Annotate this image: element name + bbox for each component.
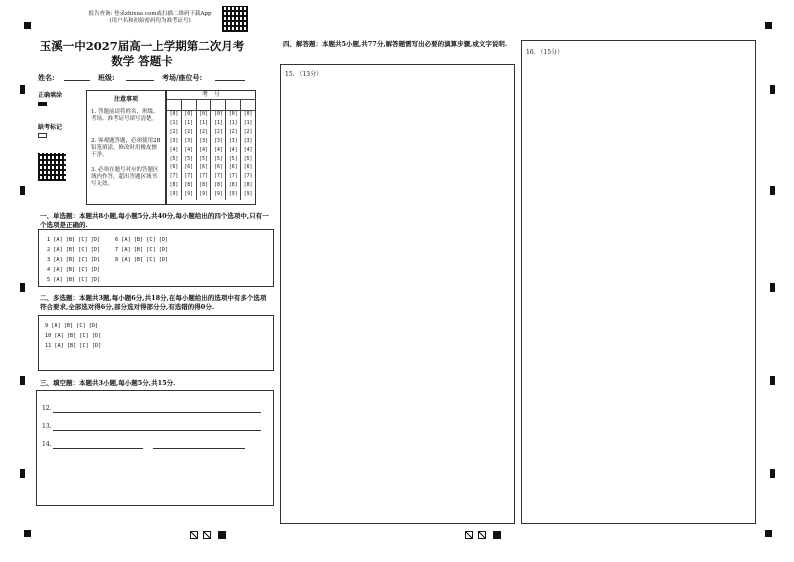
exam-digit-bubble[interactable]: [0] [184, 112, 194, 117]
exam-digit-column [167, 111, 182, 200]
exam-digit-bubble[interactable]: [9] [199, 192, 208, 198]
exam-digit-bubble[interactable]: [5] [214, 156, 223, 162]
exam-number-label: 考 号 [167, 91, 255, 100]
exam-digit-bubble[interactable]: [1] [214, 120, 223, 126]
alignment-mark [24, 530, 31, 537]
exam-digit-bubble[interactable]: [6] [169, 165, 179, 171]
exam-digit-bubble[interactable]: [6] [228, 165, 238, 171]
exam-digit-bubble[interactable]: [1] [228, 120, 238, 126]
timing-mark [20, 469, 25, 478]
exam-digit-bubble[interactable]: [5] [199, 156, 208, 162]
q13-label: 13. [42, 423, 52, 430]
exam-subtitle: 数学 答题卡 [111, 54, 173, 68]
room-seat-label: 考场/座位号: [162, 73, 203, 82]
correct-fill-sample [38, 102, 47, 106]
timing-mark [770, 283, 775, 292]
q14-answer-line-1[interactable] [53, 448, 143, 449]
timing-mark [20, 283, 25, 292]
exam-digit-bubble[interactable]: [4] [243, 147, 253, 153]
exam-digit-column [241, 111, 255, 200]
notice-item-3: 3. 必须在题号对应的答题区域内作答，超出答题区域书写无效。 [91, 167, 159, 187]
exam-digit-column [226, 111, 241, 200]
exam-digit-bubble[interactable]: [0] [214, 112, 223, 117]
exam-digit-bubble[interactable]: [9] [243, 192, 253, 198]
exam-digit-column [197, 111, 212, 200]
choice-row[interactable]: 3 [A] [B] [C] [D] [47, 257, 101, 263]
class-label: 班级: [98, 73, 115, 82]
timing-mark [770, 376, 775, 385]
choice-row[interactable]: 2 [A] [B] [C] [D] [47, 247, 101, 253]
choice-row[interactable]: 8 [A] [B] [C] [D] [115, 257, 169, 263]
q15-answer-box[interactable] [280, 64, 515, 524]
notice-title: 注意事项 [113, 96, 138, 103]
exam-digit-bubble[interactable]: [8] [169, 183, 179, 189]
exam-digit-bubble[interactable]: [4] [228, 147, 238, 153]
choice-row[interactable]: 5 [A] [B] [C] [D] [47, 277, 101, 283]
choice-row[interactable]: 6 [A] [B] [C] [D] [115, 237, 169, 243]
exam-digit-bubble[interactable]: [4] [214, 147, 223, 153]
exam-digit-bubble[interactable]: [0] [228, 112, 238, 117]
exam-digit-bubble[interactable]: [5] [228, 156, 238, 162]
page-mark [493, 531, 501, 539]
exam-digit-bubble[interactable]: [7] [214, 174, 223, 180]
q16-answer-box[interactable] [521, 40, 756, 524]
exam-digit-bubble[interactable]: [1] [243, 120, 253, 126]
page-mark [218, 531, 226, 539]
exam-number-write-row[interactable] [167, 100, 255, 111]
exam-digit-bubble[interactable]: [5] [243, 156, 253, 162]
exam-digit-bubble[interactable]: [5] [169, 156, 179, 162]
room-seat-field[interactable] [215, 80, 245, 81]
report-query-line: 报告查询: 登录zhixue.com或扫描二维码下载App [88, 11, 212, 17]
choice-row[interactable]: 11 [A] [B] [C] [D] [45, 343, 102, 349]
exam-digit-bubble[interactable]: [9] [184, 192, 194, 198]
exam-digit-column [182, 111, 197, 200]
section3-title: 三、填空题：本题共3小题,每小题5分,共15分. [40, 379, 176, 387]
exam-digit-bubble[interactable]: [8] [199, 183, 208, 189]
exam-digit-bubble[interactable]: [5] [184, 156, 194, 162]
exam-digit-bubble[interactable]: [9] [169, 192, 179, 198]
exam-digit-bubble[interactable]: [4] [199, 147, 208, 153]
exam-digit-bubble[interactable]: [6] [184, 165, 194, 171]
exam-digit-bubble[interactable]: [3] [184, 138, 194, 144]
notice-item-2: 2. 客观题答题，必须使用2B铅笔填涂，修改时用橡皮擦干净。 [91, 138, 161, 158]
q14-answer-line-2[interactable] [153, 448, 245, 449]
exam-digit-bubble[interactable]: [3] [228, 138, 238, 144]
exam-digit-bubble[interactable]: [6] [214, 165, 223, 171]
timing-mark [770, 469, 775, 478]
exam-digit-bubble[interactable]: [2] [199, 129, 208, 135]
choice-row[interactable]: 9 [A] [B] [C] [D] [45, 323, 99, 329]
exam-digit-bubble[interactable]: [7] [184, 174, 194, 180]
exam-digit-bubble[interactable]: [4] [169, 147, 179, 153]
alignment-mark [765, 22, 772, 29]
page-mark [203, 531, 211, 539]
exam-digit-bubble[interactable]: [9] [214, 192, 223, 198]
exam-digit-bubble[interactable]: [1] [199, 120, 208, 126]
exam-digit-bubble[interactable]: [8] [243, 183, 253, 189]
correct-fill-label: 正确填涂 [38, 92, 63, 99]
exam-digit-bubble[interactable]: [8] [184, 183, 194, 189]
section2-answer-box [38, 315, 274, 371]
exam-digit-bubble[interactable]: [2] [214, 129, 223, 135]
exam-digit-bubble[interactable]: [4] [184, 147, 194, 153]
exam-digit-bubble[interactable]: [2] [184, 129, 194, 135]
timing-mark [770, 186, 775, 195]
section1-title: 一、单选题：本题共8小题,每小题5分,共40分,每小题给出的四个选项中,只有一个选项是正确的. [40, 212, 269, 229]
exam-digit-bubble[interactable]: [8] [228, 183, 238, 189]
timing-mark [770, 85, 775, 94]
notice-box [86, 90, 166, 205]
timing-mark [20, 376, 25, 385]
absent-checkbox[interactable] [38, 133, 47, 138]
choice-row[interactable]: 1 [A] [B] [C] [D] [47, 237, 101, 243]
q16-label: 16. （15分） [526, 49, 564, 56]
exam-digit-bubble[interactable]: [2] [243, 129, 253, 135]
section4-title: 四、解答题：本题共5小题,共77分,解答题需写出必要的演算步骤,或文字说明. [283, 40, 508, 48]
q12-answer-line[interactable] [53, 412, 261, 413]
q15-label: 15. （13分） [285, 71, 323, 78]
exam-digit-bubble[interactable]: [7] [243, 174, 253, 180]
exam-digit-bubble[interactable]: [6] [243, 165, 253, 171]
section2-title: 二、多选题：本题共3题,每小题6分,共18分,在每小题给出的选项中有多个选项符合要求,全部选对得6分,部分选对得部分分,有选错的得0分. [40, 294, 267, 311]
exam-number-grid [166, 90, 256, 205]
page-mark [190, 531, 198, 539]
page-mark [478, 531, 486, 539]
timing-mark [20, 186, 25, 195]
timing-mark [20, 85, 25, 94]
q14-label: 14. [42, 441, 52, 448]
exam-digit-bubble[interactable]: [3] [243, 138, 253, 144]
exam-digit-bubble[interactable]: [7] [169, 174, 179, 180]
q12-label: 12. [42, 405, 52, 412]
app-qr-code[interactable] [222, 6, 248, 32]
exam-digit-bubble[interactable]: [0] [169, 112, 179, 117]
q13-answer-line[interactable] [53, 430, 261, 431]
exam-digit-bubble[interactable]: [3] [169, 138, 179, 144]
exam-digit-bubble[interactable]: [8] [214, 183, 223, 189]
choice-row[interactable]: 7 [A] [B] [C] [D] [115, 247, 169, 253]
choice-row[interactable]: 10 [A] [B] [C] [D] [45, 333, 102, 339]
exam-digit-bubble[interactable]: [1] [169, 120, 179, 126]
page-mark [465, 531, 473, 539]
absent-label: 缺考标记 [38, 124, 63, 131]
exam-digit-bubble[interactable]: [1] [184, 120, 194, 126]
alignment-mark [765, 530, 772, 537]
exam-digit-bubble[interactable]: [0] [199, 112, 208, 117]
report-query-note: (用户名和初始密码均为准考证号) [109, 18, 191, 24]
student-qr-code [38, 153, 66, 181]
exam-digit-bubble[interactable]: [6] [199, 165, 208, 171]
exam-digit-bubble[interactable]: [7] [228, 174, 238, 180]
alignment-mark [24, 22, 31, 29]
exam-digit-bubble[interactable]: [7] [199, 174, 208, 180]
exam-title: 玉溪一中2027届高一上学期第二次月考 [39, 39, 245, 53]
exam-digit-bubble[interactable]: [3] [214, 138, 223, 144]
exam-digit-bubble[interactable]: [2] [169, 129, 179, 135]
exam-digit-bubble[interactable]: [9] [228, 192, 238, 198]
exam-digit-bubble[interactable]: [3] [199, 138, 208, 144]
exam-digit-column [211, 111, 226, 200]
notice-item-1: 1. 答题前请将姓名、班级、考场、准考证号填写清楚。 [91, 109, 159, 122]
class-field[interactable] [126, 80, 154, 81]
name-label: 姓名: [38, 73, 55, 82]
section1-answer-box [38, 229, 274, 287]
section3-answer-box [36, 390, 274, 506]
name-field[interactable] [64, 80, 90, 81]
exam-number-bubbles[interactable] [167, 111, 255, 200]
exam-digit-bubble[interactable]: [2] [228, 129, 238, 135]
exam-digit-bubble[interactable]: [0] [243, 112, 253, 117]
choice-row[interactable]: 4 [A] [B] [C] [D] [47, 267, 101, 273]
